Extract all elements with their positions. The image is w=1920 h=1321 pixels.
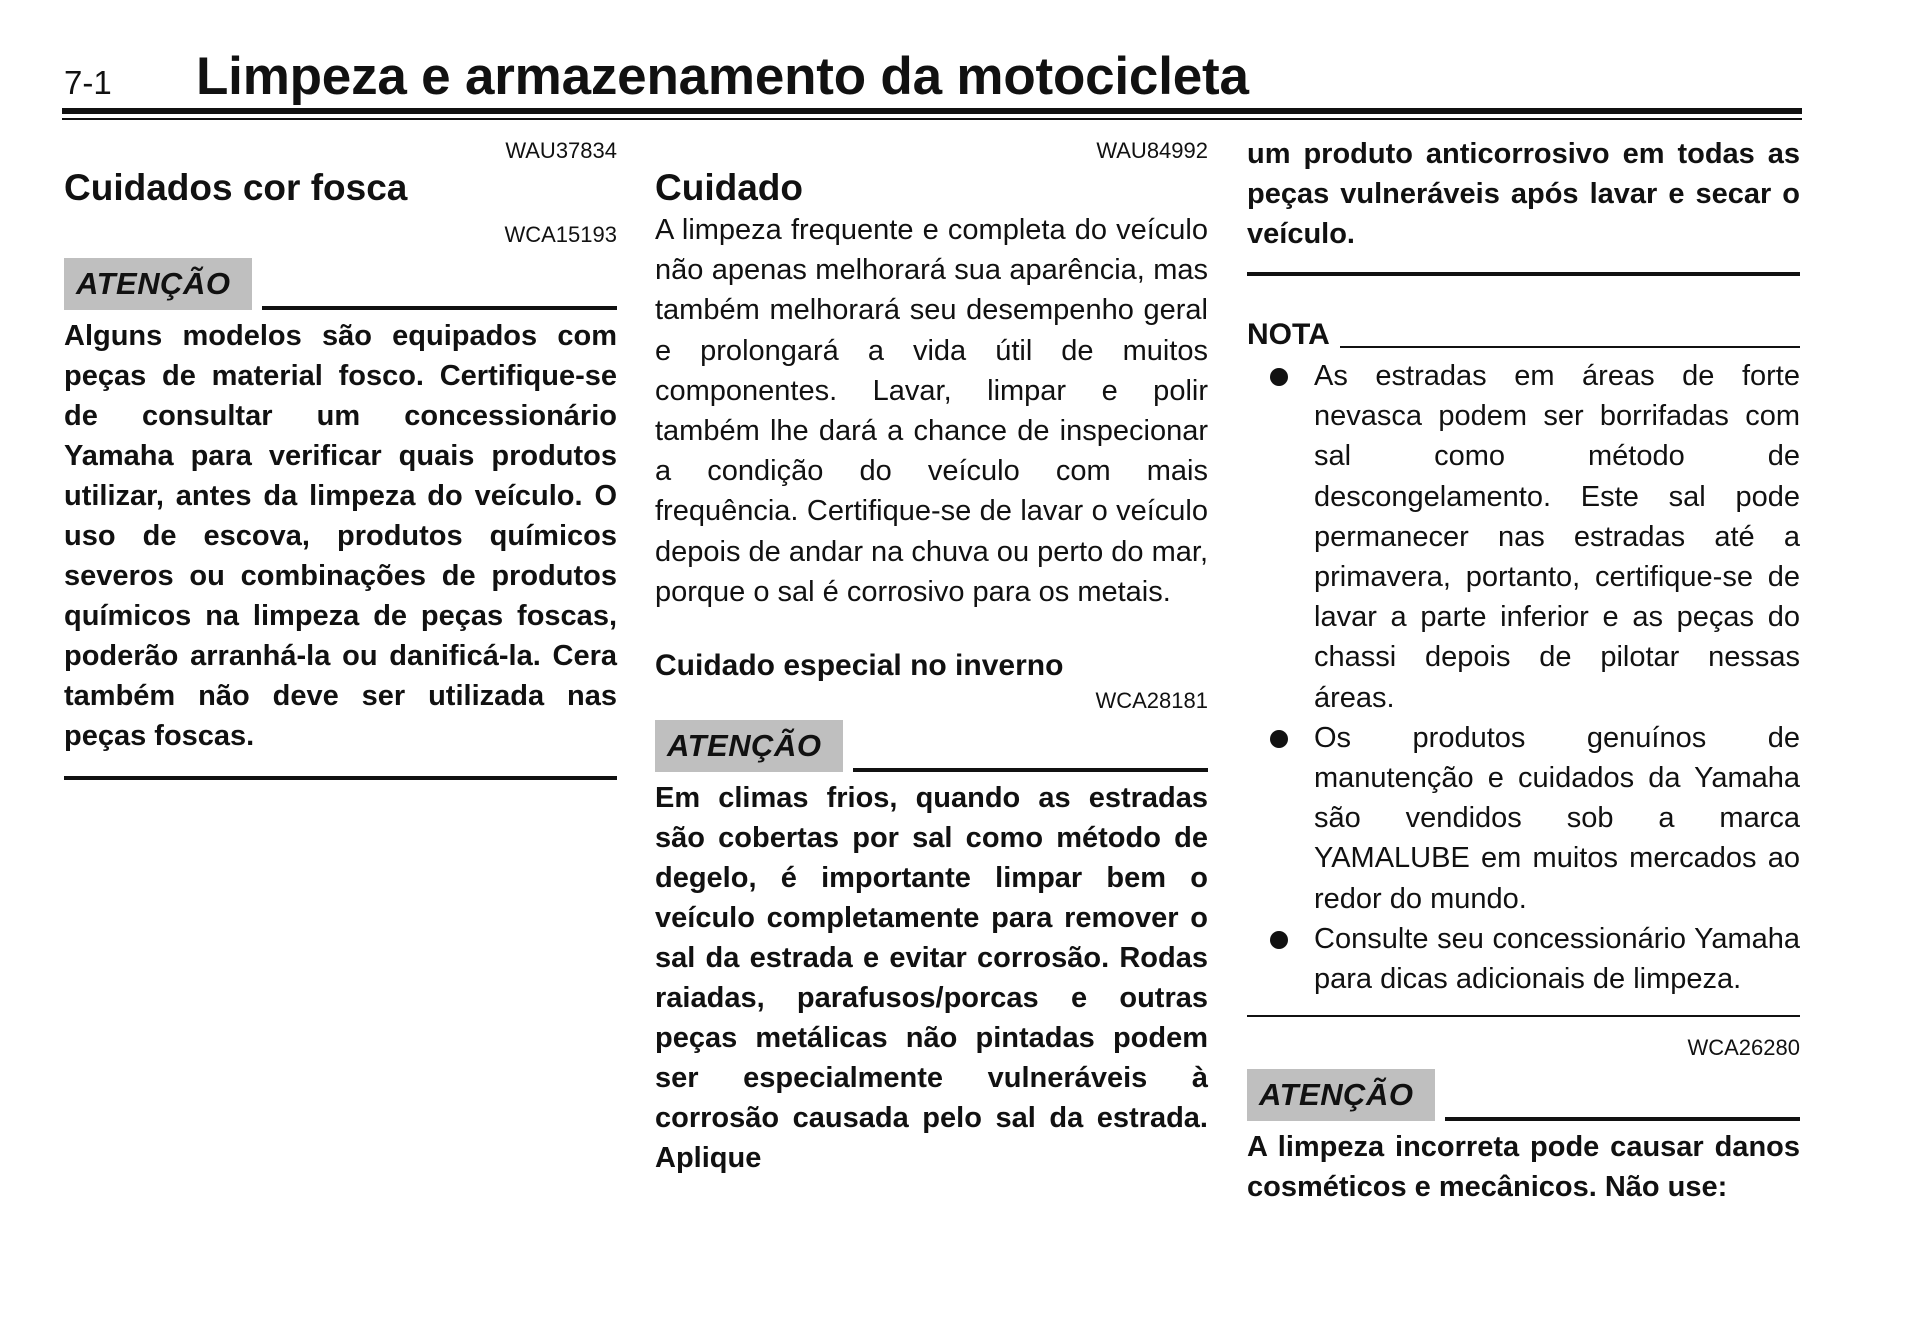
warning-code: WCA26280 — [1687, 1035, 1800, 1061]
warning-header-line — [262, 306, 617, 310]
warning-header — [655, 718, 1208, 772]
warning-text: A limpeza incorreta pode causar danos cosméticos e mecânicos. Não use: — [1247, 1131, 1800, 1204]
warning-label: ATENÇÃO — [655, 720, 843, 772]
section-title-care: Cuidado — [655, 167, 803, 208]
column-3 — [1247, 136, 1800, 1207]
warning-code: WCA15193 — [504, 222, 617, 247]
note-item-text: As estradas em áreas de forte nevasca podem ser borrifadas com sal como método de descongelamento. Este sal pode permanecer nas estradas até a primavera, portanto, certifique-se de lavar a parte inferior e as peças do chassi depois de pilotar nessas áreas. — [1314, 360, 1800, 714]
warning-text: Em climas frios, quando as estradas são cobertas por sal como método de degelo, é importante limpar bem o veículo completamente para remover o sal da estrada e evitar corrosão. Rodas raiadas, parafusos/porcas e outras peças metálicas não pintadas podem ser especialmente vulneráveis à corrosão causada pelo sal da estrada. Aplique — [655, 782, 1208, 1175]
bullet-icon — [1270, 931, 1288, 949]
note-list — [1247, 356, 1800, 999]
warning-end-rule — [64, 776, 617, 780]
note-header — [1247, 314, 1800, 352]
note-item — [1247, 356, 1800, 718]
bullet-icon — [1270, 368, 1288, 386]
winter-care-title: Cuidado especial no inverno — [655, 649, 1064, 683]
warning-header — [64, 256, 617, 310]
section-title-matte-care: Cuidados cor fosca — [64, 167, 408, 208]
note-label: NOTA — [1247, 318, 1330, 351]
column-1 — [64, 136, 617, 780]
column-2 — [655, 136, 1208, 1178]
note-item — [1247, 919, 1800, 999]
care-body-text: A limpeza frequente e completa do veículo não apenas melhorará sua aparência, mas também melhorará seu desempenho geral e prolongará a vida útil de muitos componentes. Lavar, limpar e polir também lhe dará a chance de inspecionar a condição do veículo com mais frequência. Certifique-se de lavar o veículo depois de andar na chuva ou perto do mar, porque o sal é corrosivo para os metais. — [655, 214, 1208, 608]
warning-label: ATENÇÃO — [64, 258, 252, 310]
warning-header-line — [853, 768, 1208, 772]
page-title: Limpeza e armazenamento da motocicleta — [196, 47, 1249, 106]
warning-end-rule — [1247, 272, 1800, 276]
warning-continuation-text: um produto anticorrosivo em todas as peças vulneráveis após lavar e secar o veículo. — [1247, 138, 1800, 250]
note-item — [1247, 718, 1800, 919]
warning-code: WCA28181 — [1095, 688, 1208, 714]
section-code: WAU84992 — [1096, 138, 1208, 163]
note-item-text: Os produtos genuínos de manutenção e cuidados da Yamaha são vendidos sob a marca YAMALUBE em muitos mercados ao redor do mundo. — [1314, 721, 1800, 915]
header-rule-thin — [62, 118, 1802, 120]
page-number: 7-1 — [64, 64, 112, 101]
note-header-line — [1340, 346, 1800, 348]
warning-label: ATENÇÃO — [1247, 1069, 1435, 1121]
warning-text: Alguns modelos são equipados com peças de material fosco. Certifique-se de consultar um concessionário Yamaha para verificar quais produtos utilizar, antes da limpeza do veículo. O uso de escova, produtos químicos severos ou combinações de produtos químicos na limpeza de peças foscas, poderão arranhá-la ou danificá-la. Cera também não deve ser utilizada nas peças foscas. — [64, 320, 617, 752]
note-item-text: Consulte seu concessionário Yamaha para dicas adicionais de limpeza. — [1314, 922, 1800, 996]
header-rule-thick — [62, 108, 1802, 114]
warning-header — [1247, 1067, 1800, 1121]
warning-header-line — [1445, 1117, 1800, 1121]
bullet-icon — [1270, 730, 1288, 748]
note-end-rule — [1247, 1015, 1800, 1017]
section-code: WAU37834 — [505, 138, 617, 163]
